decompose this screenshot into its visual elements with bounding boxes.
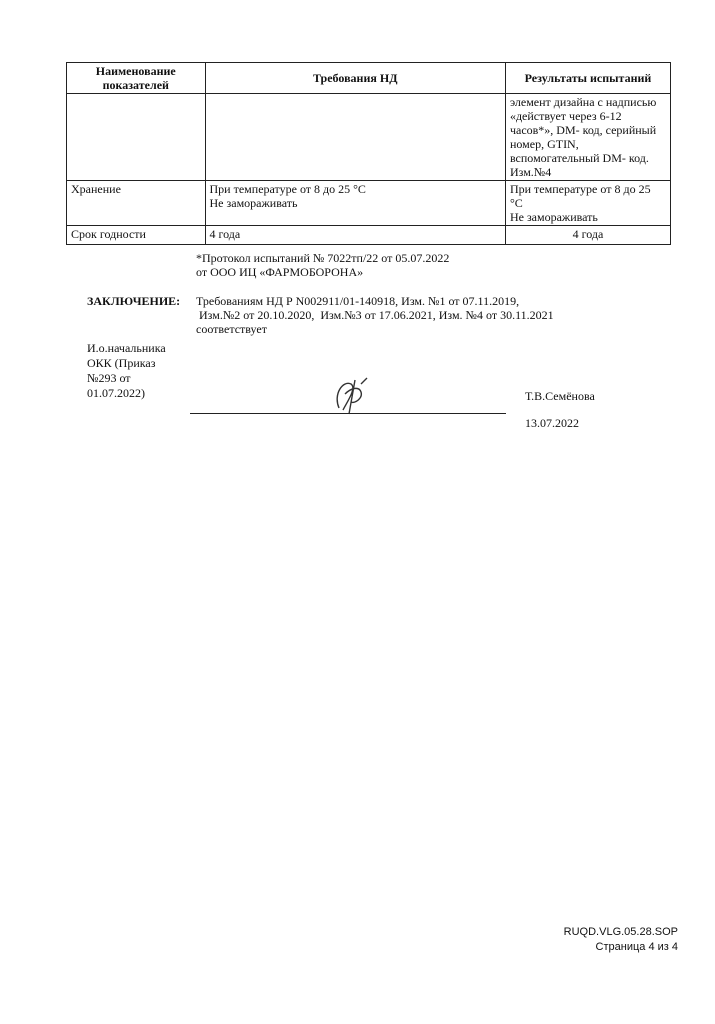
cell-empty (67, 94, 206, 181)
conclusion-label: ЗАКЛЮЧЕНИЕ: (87, 294, 181, 308)
signature-image (325, 374, 375, 416)
conclusion-line2: Изм.№2 от 20.10.2020, Изм.№3 от 17.06.2021, Изм. №4 от 30.11.2021 (196, 308, 554, 322)
table-header-row (67, 63, 671, 94)
cell-storage-req (205, 181, 505, 226)
table-row (67, 181, 671, 226)
cell-result-continued: элемент дизайна с надписью «действует через 6-12 часов*», DM- код, серийный номер, GTIN, вспомогательный DM- код. Изм.№4 (505, 94, 670, 181)
storage-req-line1: При температуре от 8 до 25 °С (209, 182, 366, 196)
signatory-title-line: И.о.начальника (87, 341, 166, 355)
table-row (67, 94, 671, 181)
signatory-name: Т.В.Семёнова (525, 389, 595, 403)
cell-shelf-name: Срок годности (67, 226, 206, 245)
signatory-title (87, 341, 166, 401)
header-name: Наименование показателей (67, 63, 206, 94)
table-row (67, 226, 671, 245)
cell-storage-name: Хранение (67, 181, 206, 226)
signatory-title-line: 01.07.2022) (87, 386, 145, 400)
cell-shelf-req: 4 года (205, 226, 505, 245)
signature-date: 13.07.2022 (525, 416, 579, 430)
footnote-line2: от ООО ИЦ «ФАРМОБОРОНА» (196, 265, 364, 279)
conclusion-line1: Требованиям НД Р N002911/01-140918, Изм. №1 от 07.11.2019, (196, 294, 520, 308)
storage-req-line2: Не замораживать (209, 196, 298, 210)
page-number: Страница 4 из 4 (595, 941, 678, 953)
storage-res-line1: При температуре от 8 до 25 °С (509, 182, 651, 210)
doc-code: RUQD.VLG.05.28.SOP (563, 926, 678, 938)
cell-storage-res (505, 181, 670, 226)
page-footer (564, 925, 678, 955)
cell-shelf-res: 4 года (505, 226, 670, 245)
footnote-line1: *Протокол испытаний № 7022тп/22 от 05.07.2022 (196, 251, 450, 265)
header-results: Результаты испытаний (505, 63, 670, 94)
conclusion-line3: соответствует (196, 322, 267, 336)
signature-line (190, 413, 506, 414)
signatory-title-line: ОКК (Приказ (87, 356, 156, 370)
spec-table (66, 62, 671, 245)
header-requirements: Требования НД (205, 63, 505, 94)
footnote (196, 251, 449, 279)
signatory-title-line: №293 от (87, 371, 131, 385)
storage-res-line2: Не замораживать (509, 210, 598, 224)
conclusion-text (196, 294, 554, 336)
cell-empty (205, 94, 505, 181)
